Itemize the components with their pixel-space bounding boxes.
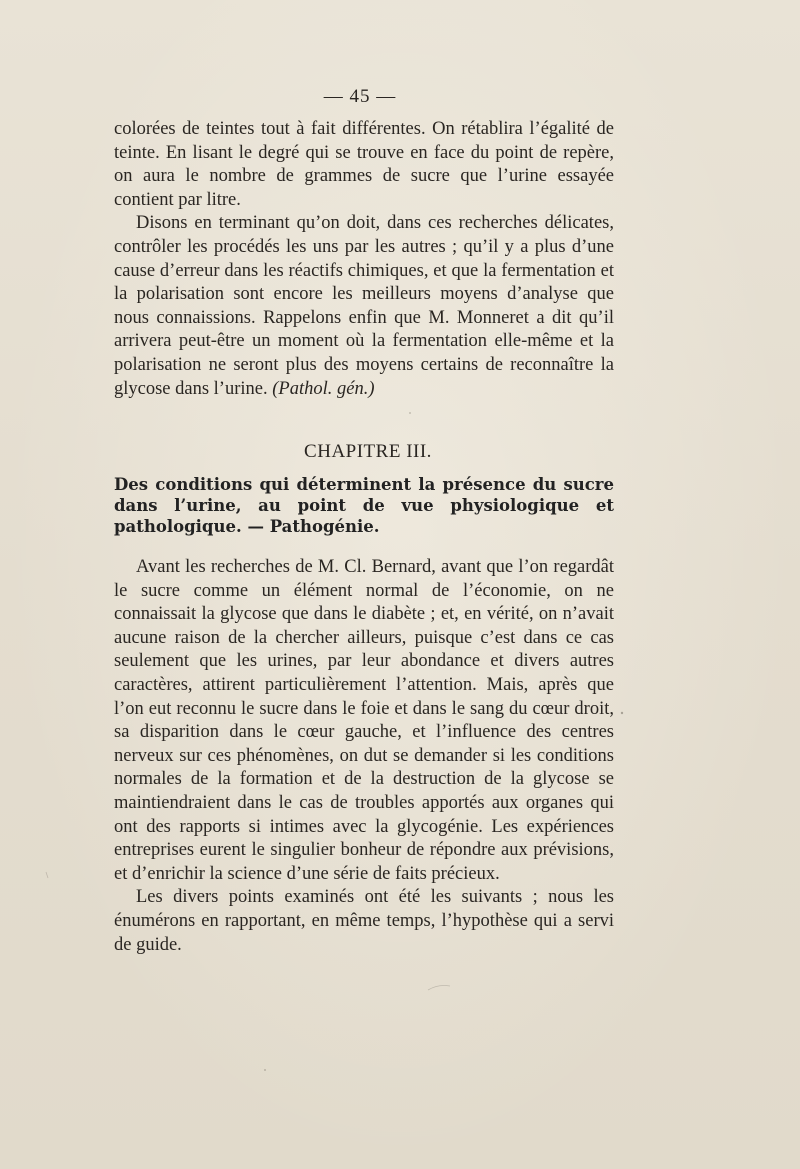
paragraph-conclusion — [114, 212, 614, 401]
pencil-mark — [46, 872, 48, 878]
pencil-mark — [428, 986, 450, 991]
ink-speck — [264, 1069, 266, 1071]
paragraph-final: Les divers points examinés ont été les suivants ; nous les énumérons en rapportant, en même temps, l’hypothèse qui a servi de guide. — [114, 887, 614, 955]
text-block-top — [114, 118, 614, 401]
paragraph-continuation: colorées de teintes tout à fait différentes. On rétablira l’égalité de teinte. En lisant le degré qui se trouve en face du point de repère, on aura le nombre de grammes de sucre que l’urine essayée contient par litre. — [114, 119, 614, 210]
chapter-title: CHAPITRE III. — [304, 441, 432, 462]
page-number: — 45 — — [323, 86, 397, 107]
text-block-bottom — [114, 556, 614, 957]
ink-speck — [621, 712, 623, 714]
citation: (Pathol. gén.) — [272, 378, 375, 399]
paragraph-conclusion-text: Disons en terminant qu’on doit, dans ces recherches délicates, contrôler les procédés les uns par les autres ; qu’il y a plus d’une cause d’erreur dans les réactifs chimiques, et que la fermentation et la polarisation sont encore les meilleurs moyens d’analyse que nous connaissions. Rappelons enfin que M. Monneret a dit qu’il arrivera peut-être un moment où la fermentation elle-même et la polarisation ne seront plus des moyens certains de reconnaître la glycose dans l’urine. — [114, 213, 614, 399]
paragraph-main: Avant les recherches de M. Cl. Bernard, avant que l’on regardât le sucre comme un élément normal de l’économie, on ne connaissait la glycose que dans le diabète ; et, en vérité, on n’avait aucune raison de la chercher ailleurs, puisque c’est dans ce cas seulement que les urines, par leur abondance et divers autres caractères, attirent particulièrement l’attention. Mais, après que l’on eut reconnu le sucre dans le foie et dans le sang du cœur droit, sa disparition dans le cœur gauche, et l’influence des centres nerveux sur ces phénomènes, on dut se demander si les conditions normales de la formation et de la destruction de la glycose se maintiendraient dans le cas de troubles apportés aux organes qui ont des rapports si intimes avec la glycogénie. Les expériences entreprises eurent le singulier bonheur de répondre aux prévisions, et d’enrichir la science d’une série de faits précieux. — [114, 557, 614, 884]
ink-speck — [409, 412, 411, 414]
chapter-subtitle: Des conditions qui déterminent la présence du sucre dans l’urine, au point de vue physiologique et pathologique. — Pathogénie. — [114, 475, 614, 536]
